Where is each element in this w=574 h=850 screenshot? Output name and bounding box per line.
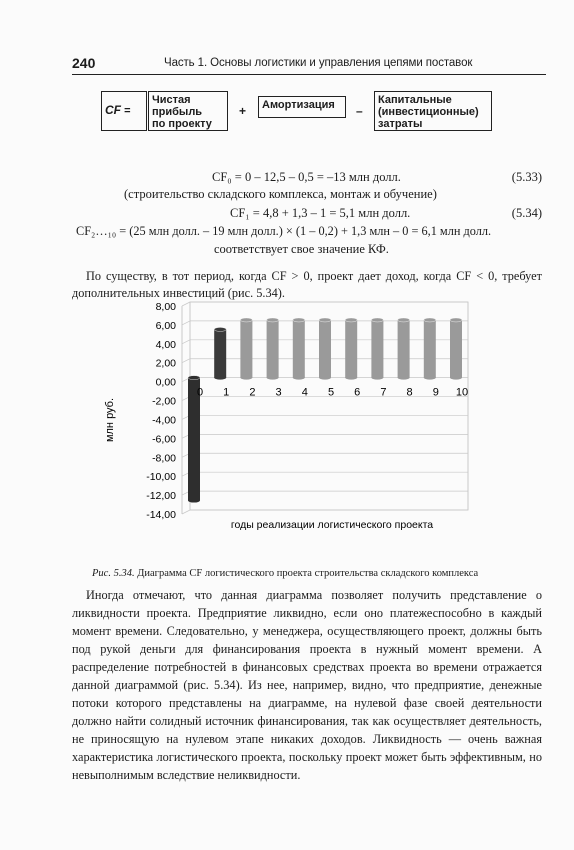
bar-cap-8	[398, 318, 410, 322]
x-tick-label: 3	[275, 386, 282, 399]
depreciation-box	[258, 96, 346, 118]
bar-6	[345, 320, 357, 378]
y-tick-label: -2,00	[152, 395, 176, 408]
equation-cf1: CF₁ = 4,8 + 1,3 – 1 = 5,1 млн долл.	[230, 206, 411, 220]
x-tick-label: 1	[223, 386, 230, 399]
y-axis-label: млн руб.	[104, 397, 116, 443]
x-tick-label: 4	[301, 386, 308, 399]
equation-number-5-34: (5.34)	[511, 206, 542, 220]
bar-cap-9	[424, 318, 436, 322]
equation-cf0: CF₀ = 0 – 12,5 – 0,5 = –13 млн долл.	[212, 170, 401, 184]
chart-bars	[188, 318, 462, 503]
net-profit-line-1: Чистая	[152, 94, 191, 106]
bar-base-1	[214, 376, 226, 380]
y-tick-label: -10,00	[146, 471, 176, 484]
bar-9	[424, 320, 436, 378]
equation-cf-note: соответствует свое значение КФ.	[214, 242, 389, 256]
bar-4	[293, 320, 305, 378]
bar-8	[398, 320, 410, 378]
bar-cap-7	[371, 318, 383, 322]
x-axis-label: годы реализации логистического проекта	[230, 519, 434, 531]
net-profit-box	[148, 91, 228, 131]
gridline-depth	[182, 510, 190, 514]
bar-base-2	[240, 376, 252, 380]
plus-sign: +	[239, 104, 247, 118]
bar-cap-10	[450, 318, 462, 322]
bar-base-5	[319, 376, 331, 380]
gridline-depth	[182, 302, 190, 306]
bar-2	[240, 320, 252, 378]
minus-sign: –	[356, 104, 363, 118]
equation-cf0-note: (строительство складского комплекса, монтаж и обучение)	[124, 187, 437, 201]
bar-cap-1	[214, 327, 226, 331]
y-tick-label: 6,00	[155, 319, 176, 332]
figure-caption-text: Диаграмма CF логистического проекта строительства складского комплекса	[137, 568, 479, 579]
bar-10	[450, 320, 462, 378]
bar-base-4	[293, 376, 305, 380]
y-tick-label: 2,00	[155, 357, 176, 370]
y-tick-label: -6,00	[152, 433, 176, 446]
bar-base-3	[267, 376, 279, 380]
capex-line-2: (инвестиционные)	[378, 106, 479, 118]
bar-5	[319, 320, 331, 378]
x-tick-label: 5	[327, 386, 335, 399]
bar-cap-2	[240, 318, 252, 322]
y-tick-label: 4,00	[155, 338, 176, 351]
gridline-depth	[182, 340, 190, 344]
bar-cap-6	[345, 318, 357, 322]
capex-line-1: Капитальные	[378, 94, 452, 106]
y-tick-label: 0,00	[155, 376, 176, 389]
bar-1	[214, 329, 226, 377]
paragraph-intro: По существу, в тот период, когда CF > 0, проект дает доход, когда CF < 0, требует дополнительных инвестиций (рис. 5.34).	[72, 269, 542, 300]
equation-cf2-10: CF₂…₁₀ = (25 млн долл. – 19 млн долл.) × (1 – 0,2) + 1,3 млн – 0 = 6,1 млн долл.	[76, 224, 492, 238]
page-number: 240	[72, 55, 96, 71]
running-title: Часть 1. Основы логистики и управления цепями поставок	[164, 57, 473, 69]
y-tick-label: -8,00	[152, 452, 176, 465]
bar-3	[267, 320, 279, 378]
x-tick-label: 10	[455, 386, 469, 399]
x-tick-label: 0	[196, 386, 204, 399]
bar-base-9	[424, 376, 436, 380]
bar-cap-5	[319, 318, 331, 322]
bar-cap-0	[188, 376, 200, 380]
gridline-depth	[182, 321, 190, 325]
bar-cap-4	[293, 318, 305, 322]
cf-box	[101, 91, 147, 131]
bar-base-10	[450, 376, 462, 380]
equals-sign: =	[124, 105, 131, 117]
net-profit-line-3: по проекту	[152, 118, 212, 130]
bar-7	[371, 320, 383, 378]
bar-base-6	[345, 376, 357, 380]
x-tick-label: 6	[354, 386, 361, 399]
bar-base-7	[371, 376, 383, 380]
bar-cap-3	[267, 318, 279, 322]
y-tick-label: -4,00	[152, 414, 176, 427]
y-tick-label: -12,00	[146, 490, 176, 503]
x-tick-label: 2	[249, 386, 256, 399]
y-tick-label: -14,00	[146, 509, 176, 521]
cf-bar-chart	[100, 292, 500, 542]
cf-label: CF	[105, 103, 121, 117]
net-profit-line-2: прибыль	[152, 106, 203, 118]
page-header	[72, 52, 546, 75]
x-tick-label: 8	[406, 386, 413, 399]
capex-box	[374, 91, 492, 131]
figure-caption	[92, 568, 478, 579]
x-tick-label: 7	[380, 386, 387, 399]
gridline-depth	[182, 359, 190, 363]
depreciation-label: Амортизация	[262, 99, 335, 111]
bar-base-8	[398, 376, 410, 380]
y-tick-labels	[146, 301, 176, 521]
x-tick-label: 9	[432, 386, 439, 399]
y-tick-label: 8,00	[155, 301, 176, 313]
figure-caption-label: Рис. 5.34.	[92, 568, 135, 579]
equation-number-5-33: (5.33)	[511, 170, 542, 184]
capex-line-3: затраты	[378, 118, 423, 130]
paragraph-liquidity: Иногда отмечают, что данная диаграмма позволяет получить представление о ликвидности проекта. Предприятие ликвидно, если оно платежеспособно в каждый момент времени. Следовательно, у менеджера, осуществляющего проект, должны быть под рукой деньги для финансирования проекта в нужный момент времени. А распределение потребностей в финансовых средствах проекта во времени отражается данной диаграммой (рис. 5.34). Из нее, например, видно, что предприятие, денежные потоки которого представлены на диаграмме, на нулевой фазе своей деятельности должно найти солидный источник финансирования, так как осуществляет деятельность, не приносящую на нулевом этапе никаких доходов. Ликвидность — очень важная характеристика логистического проекта, поскольку проект может быть эффективным, но невыполнимым вследствие неликвидности.	[72, 588, 542, 782]
bar-base-0	[188, 499, 200, 503]
